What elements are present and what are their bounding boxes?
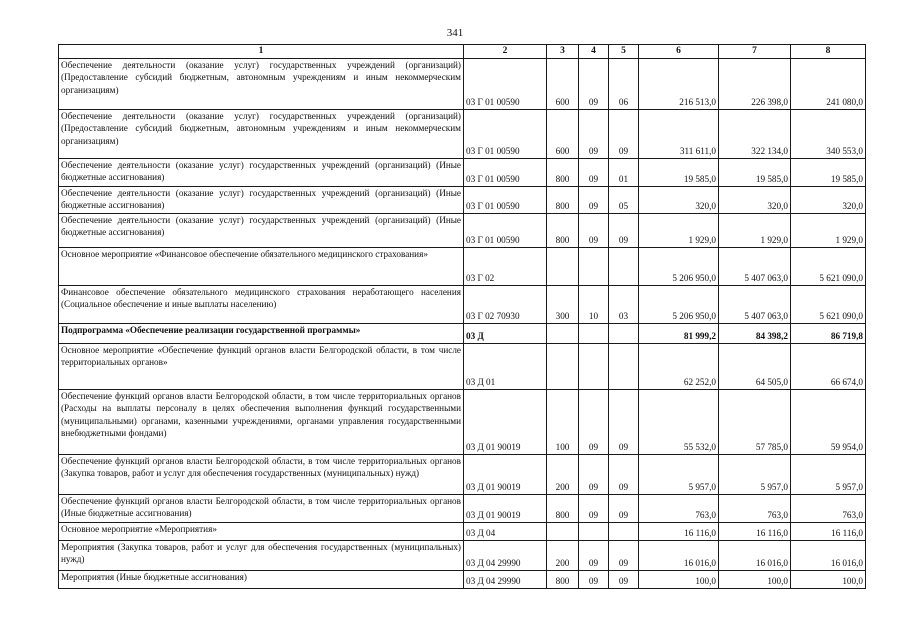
row-section: 09 [579, 570, 609, 588]
row-amount-col7: 320,0 [719, 186, 791, 213]
row-amount-col7: 84 398,2 [719, 323, 791, 343]
row-amount-col6: 5 206 950,0 [639, 285, 719, 323]
row-section [579, 343, 609, 389]
table-row [59, 570, 866, 588]
row-amount-col8: 86 719,8 [791, 323, 866, 343]
row-amount-col7: 57 785,0 [719, 389, 791, 454]
row-amount-col7: 19 585,0 [719, 158, 791, 186]
row-code: 03 Д 04 29990 [464, 540, 547, 570]
row-description: Обеспечение функций органов власти Белгородской области, в том числе территориальных органов (Закупка товаров, работ и услуг для обеспечения государственных (муниципальных) нужд) [59, 454, 464, 494]
row-expense-type: 200 [547, 454, 579, 494]
row-subsection: 09 [609, 213, 639, 247]
row-code: 03 Д 04 [464, 522, 547, 540]
row-amount-col8: 100,0 [791, 570, 866, 588]
row-amount-col8: 19 585,0 [791, 158, 866, 186]
row-amount-col6: 5 206 950,0 [639, 247, 719, 285]
row-amount-col8: 66 674,0 [791, 343, 866, 389]
row-amount-col8: 5 957,0 [791, 454, 866, 494]
row-amount-col7: 5 407 063,0 [719, 285, 791, 323]
row-description: Основное мероприятие «Финансовое обеспечение обязательного медицинского страхования» [59, 247, 464, 285]
row-expense-type [547, 323, 579, 343]
header-cell: 4 [579, 45, 609, 59]
row-subsection [609, 247, 639, 285]
row-amount-col6: 1 929,0 [639, 213, 719, 247]
row-expense-type: 800 [547, 213, 579, 247]
row-code: 03 Д 01 [464, 343, 547, 389]
row-subsection: 09 [609, 570, 639, 588]
header-cell: 2 [464, 45, 547, 59]
row-description: Обеспечение деятельности (оказание услуг) государственных учреждений (организаций) (Иные бюджетные ассигнования) [59, 186, 464, 213]
row-amount-col7: 763,0 [719, 494, 791, 522]
row-subsection: 06 [609, 58, 639, 109]
header-cell: 3 [547, 45, 579, 59]
row-amount-col6: 216 513,0 [639, 58, 719, 109]
row-amount-col7: 64 505,0 [719, 343, 791, 389]
row-expense-type [547, 522, 579, 540]
row-amount-col7: 5 407 063,0 [719, 247, 791, 285]
row-amount-col6: 100,0 [639, 570, 719, 588]
row-expense-type: 600 [547, 109, 579, 158]
table-row [59, 58, 866, 109]
row-section: 09 [579, 158, 609, 186]
row-subsection: 01 [609, 158, 639, 186]
row-code: 03 Г 01 00590 [464, 109, 547, 158]
row-code: 03 Д 04 29990 [464, 570, 547, 588]
row-expense-type: 600 [547, 58, 579, 109]
header-cell: 7 [719, 45, 791, 59]
row-amount-col6: 320,0 [639, 186, 719, 213]
row-amount-col8: 241 080,0 [791, 58, 866, 109]
page-number: 341 [446, 27, 464, 39]
row-subsection: 09 [609, 389, 639, 454]
row-amount-col8: 340 553,0 [791, 109, 866, 158]
table-row [59, 389, 866, 454]
table-row [59, 454, 866, 494]
row-code: 03 Д 01 90019 [464, 389, 547, 454]
table-row [59, 494, 866, 522]
row-expense-type [547, 343, 579, 389]
row-description: Мероприятия (Иные бюджетные ассигнования) [59, 570, 464, 588]
header-cell: 8 [791, 45, 866, 59]
row-code: 03 Г 02 [464, 247, 547, 285]
row-section [579, 323, 609, 343]
row-amount-col8: 320,0 [791, 186, 866, 213]
row-subsection [609, 343, 639, 389]
row-section: 09 [579, 454, 609, 494]
row-expense-type: 100 [547, 389, 579, 454]
row-subsection: 09 [609, 494, 639, 522]
table-row [59, 213, 866, 247]
row-description: Обеспечение деятельности (оказание услуг) государственных учреждений (организаций) (Иные бюджетные ассигнования) [59, 158, 464, 186]
table-row [59, 285, 866, 323]
table-row [59, 109, 866, 158]
table-row [59, 186, 866, 213]
row-expense-type: 300 [547, 285, 579, 323]
row-code: 03 Д 01 90019 [464, 494, 547, 522]
row-amount-col6: 62 252,0 [639, 343, 719, 389]
row-amount-col6: 763,0 [639, 494, 719, 522]
row-subsection: 09 [609, 109, 639, 158]
row-description: Основное мероприятие «Обеспечение функций органов власти Белгородской области, в том числе территориальных органов» [59, 343, 464, 389]
row-code: 03 Г 01 00590 [464, 58, 547, 109]
table-row [59, 343, 866, 389]
header-cell: 6 [639, 45, 719, 59]
row-code: 03 Г 01 00590 [464, 186, 547, 213]
row-amount-col8: 59 954,0 [791, 389, 866, 454]
row-amount-col8: 763,0 [791, 494, 866, 522]
row-expense-type: 800 [547, 570, 579, 588]
row-code: 03 Г 01 00590 [464, 158, 547, 186]
row-code: 03 Г 01 00590 [464, 213, 547, 247]
row-description: Основное мероприятие «Мероприятия» [59, 522, 464, 540]
table-row [59, 158, 866, 186]
row-amount-col7: 1 929,0 [719, 213, 791, 247]
row-description: Обеспечение функций органов власти Белгородской области, в том числе территориальных органов (Иные бюджетные ассигнования) [59, 494, 464, 522]
row-subsection: 05 [609, 186, 639, 213]
row-section: 09 [579, 58, 609, 109]
table-body [59, 58, 866, 588]
row-amount-col6: 55 532,0 [639, 389, 719, 454]
row-section: 10 [579, 285, 609, 323]
row-amount-col8: 1 929,0 [791, 213, 866, 247]
row-section [579, 522, 609, 540]
row-subsection [609, 323, 639, 343]
row-expense-type [547, 247, 579, 285]
row-amount-col8: 16 116,0 [791, 522, 866, 540]
row-amount-col6: 5 957,0 [639, 454, 719, 494]
row-section: 09 [579, 186, 609, 213]
header-cell: 5 [609, 45, 639, 59]
table-row [59, 323, 866, 343]
row-subsection: 09 [609, 454, 639, 494]
row-amount-col7: 5 957,0 [719, 454, 791, 494]
header-row [59, 45, 866, 59]
row-code: 03 Д [464, 323, 547, 343]
row-subsection [609, 522, 639, 540]
row-section: 09 [579, 540, 609, 570]
row-amount-col8: 16 016,0 [791, 540, 866, 570]
row-section: 09 [579, 494, 609, 522]
table-row [59, 522, 866, 540]
row-description: Обеспечение деятельности (оказание услуг) государственных учреждений (организаций) (Предоставление субсидий бюджетным, автономным учреждениям и иным некоммерческим организациям) [59, 58, 464, 109]
table-row [59, 247, 866, 285]
row-description: Финансовое обеспечение обязательного медицинского страхования неработающего населения (Социальное обеспечение и иные выплаты населению) [59, 285, 464, 323]
table-row [59, 540, 866, 570]
header-cell: 1 [59, 45, 464, 59]
row-section [579, 247, 609, 285]
row-expense-type: 200 [547, 540, 579, 570]
row-code: 03 Д 01 90019 [464, 454, 547, 494]
row-amount-col7: 16 116,0 [719, 522, 791, 540]
row-amount-col7: 100,0 [719, 570, 791, 588]
row-subsection: 03 [609, 285, 639, 323]
row-amount-col8: 5 621 090,0 [791, 247, 866, 285]
row-amount-col6: 16 016,0 [639, 540, 719, 570]
row-subsection: 09 [609, 540, 639, 570]
row-description: Обеспечение деятельности (оказание услуг) государственных учреждений (организаций) (Предоставление субсидий бюджетным, автономным учреждениям и иным некоммерческим организациям) [59, 109, 464, 158]
row-code: 03 Г 02 70930 [464, 285, 547, 323]
row-section: 09 [579, 389, 609, 454]
row-amount-col6: 16 116,0 [639, 522, 719, 540]
budget-table [58, 44, 866, 589]
row-expense-type: 800 [547, 494, 579, 522]
row-amount-col7: 226 398,0 [719, 58, 791, 109]
row-expense-type: 800 [547, 186, 579, 213]
row-description: Подпрограмма «Обеспечение реализации государственной программы» [59, 323, 464, 343]
row-amount-col6: 81 999,2 [639, 323, 719, 343]
row-description: Обеспечение деятельности (оказание услуг) государственных учреждений (организаций) (Иные бюджетные ассигнования) [59, 213, 464, 247]
row-description: Обеспечение функций органов власти Белгородской области, в том числе территориальных органов (Расходы на выплаты персоналу в целях обеспечения выполнения функций государственными (муниципальными) органами, казенными учреждениями, органами управления государственными внебюджетными фондами) [59, 389, 464, 454]
row-amount-col6: 311 611,0 [639, 109, 719, 158]
row-amount-col8: 5 621 090,0 [791, 285, 866, 323]
row-section: 09 [579, 109, 609, 158]
row-amount-col6: 19 585,0 [639, 158, 719, 186]
row-description: Мероприятия (Закупка товаров, работ и услуг для обеспечения государственных (муниципальных) нужд) [59, 540, 464, 570]
row-amount-col7: 322 134,0 [719, 109, 791, 158]
row-expense-type: 800 [547, 158, 579, 186]
row-section: 09 [579, 213, 609, 247]
row-amount-col7: 16 016,0 [719, 540, 791, 570]
